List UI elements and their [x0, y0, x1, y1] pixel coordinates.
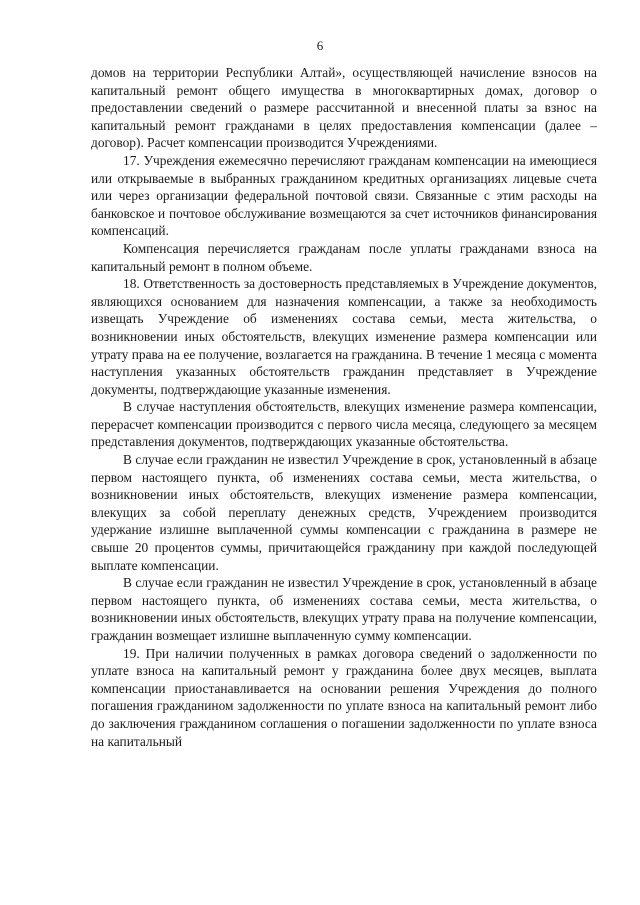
paragraph: В случае наступления обстоятельств, влекущих изменение размера компенсации, перерасчет компенсации производится с первого числа месяца, следующего за месяцем представления документов, подтверждающих указанные обстоятельства. [91, 399, 597, 450]
document-body [91, 64, 597, 750]
paragraph: 17. Учреждения ежемесячно перечисляют гражданам компенсации на имеющиеся или открываемые в выбранных гражданином кредитных организациях лицевые счета или через организации федеральной почтовой связи. Связанные с этим расходы на банковское и почтовое обслуживание возмещаются за счет источников финансирования компенсаций. [91, 152, 597, 239]
paragraph: Компенсация перечисляется гражданам после уплаты гражданами взноса на капитальный ремонт в полном объеме. [91, 240, 597, 274]
paragraph: 18. Ответственность за достоверность представляемых в Учреждение документов, являющихся основанием для назначения компенсации, а также за необходимость извещать Учреждение об изменениях состава семьи, места жительства, о возникновении иных обстоятельств, влекущих изменение размера компенсации или утрату права на ее получение, возлагается на гражданина. В течение 1 месяца с момента наступления указанных обстоятельств гражданин представляет в Учреждение документы, подтверждающие указанные изменения. [91, 276, 597, 397]
paragraph: В случае если гражданин не известил Учреждение в срок, установленный в абзаце первом настоящего пункта, об изменениях состава семьи, места жительства, о возникновении иных обстоятельств, влекущих утрату права на получение компенсации, гражданин возмещает излишне выплаченную сумму компенсации. [91, 575, 597, 643]
paragraph: 19. При наличии полученных в рамках договора сведений о задолженности по уплате взноса на капитальный ремонт у гражданина более двух месяцев, выплата компенсации приостанавливается на основании решения Учреждения до полного погашения гражданином задолженности по уплате взноса на капитальный ремонт либо до заключения гражданином соглашения о погашении задолженности по уплате взноса на капитальный [91, 645, 597, 749]
page-number: 6 [316, 38, 324, 53]
paragraph: В случае если гражданин не известил Учреждение в срок, установленный в абзаце первом настоящего пункта, об изменениях состава семьи, места жительства, о возникновении иных обстоятельств, влекущих изменение размера компенсации, влекущих за собой переплату денежных средств, Учреждением производится удержание излишне выплаченной суммы компенсации с гражданина в размере не свыше 20 процентов суммы, причитающейся гражданину при каждой последующей выплате компенсации. [91, 452, 597, 573]
paragraph: домов на территории Республики Алтай», осуществляющей начисление взносов на капитальный ремонт общего имущества в многоквартирных домах, договор о предоставлении сведений о размере рассчитанной и внесенной платы за взнос на капитальный ремонт гражданами в целях предоставления компенсации (далее – договор). Расчет компенсации производится Учреждениями. [91, 65, 597, 151]
